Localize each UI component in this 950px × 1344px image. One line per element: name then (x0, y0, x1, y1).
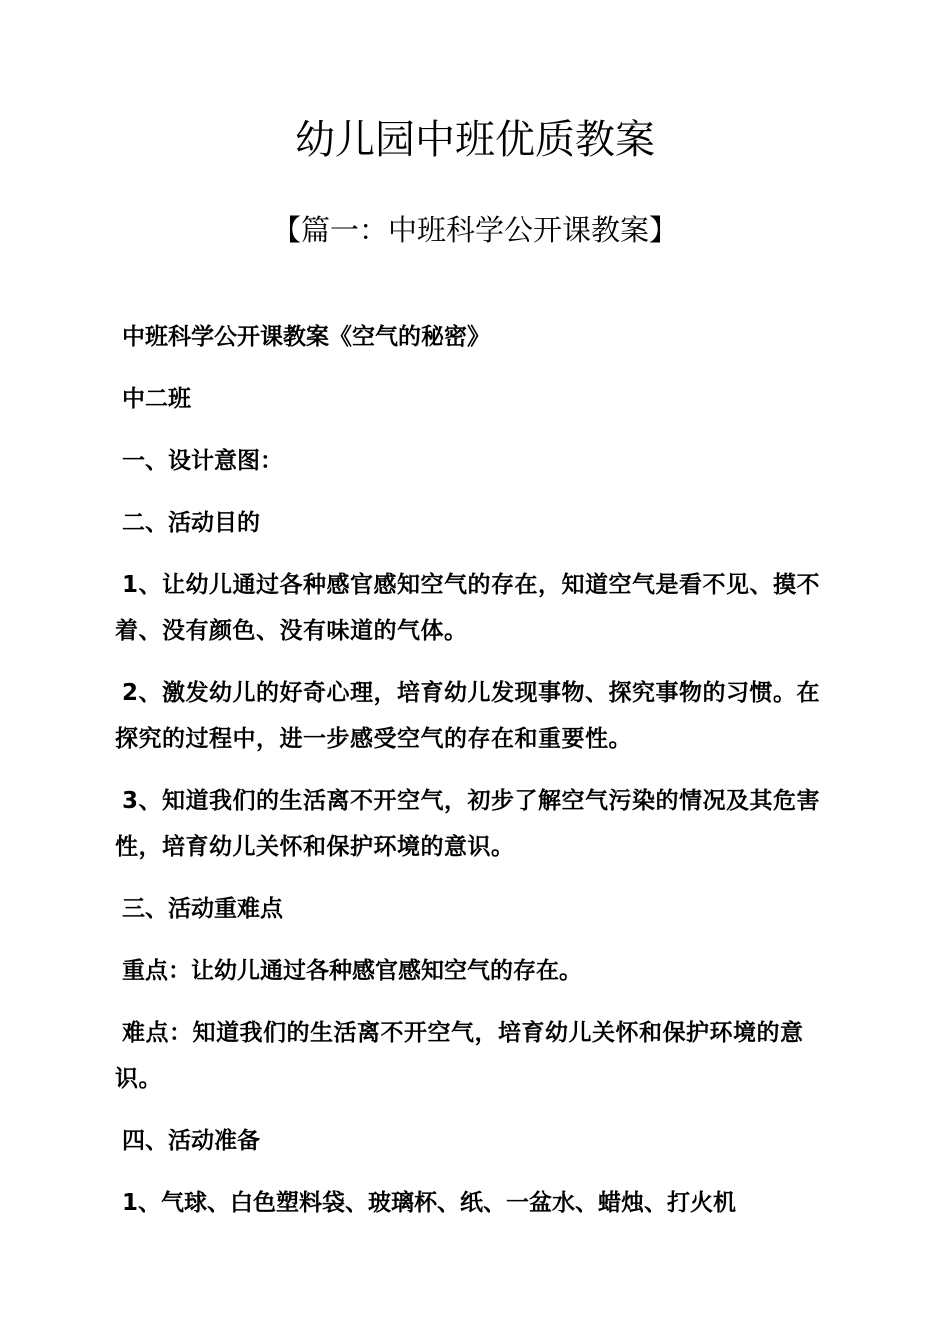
preparation-item-1: 1、气球、白色塑料袋、玻璃杯、纸、一盆水、蜡烛、打火机 (122, 1190, 737, 1216)
goal-item-1: 1、让幼儿通过各种感官感知空气的存在，知道空气是看不见、摸不着、没有颜色、没有味道的气体。 (115, 572, 821, 644)
section-heading-goals: 二、活动目的 (122, 510, 260, 536)
difficulty-point: 难点：知道我们的生活离不开空气，培育幼儿关怀和保护环境的意识。 (115, 1020, 804, 1092)
goal-item-2: 2、激发幼儿的好奇心理，培育幼儿发现事物、探究事物的习惯。在探究的过程中，进一步感受空气的存在和重要性。 (115, 680, 821, 752)
class-name: 中二班 (122, 386, 191, 412)
section-heading-design: 一、设计意图： (122, 448, 283, 474)
key-point: 重点：让幼儿通过各种感官感知空气的存在。 (122, 958, 582, 984)
goal-item-3: 3、知道我们的生活离不开空气，初步了解空气污染的情况及其危害性，培育幼儿关怀和保护环境的意识。 (115, 788, 821, 860)
section-heading-preparation: 四、活动准备 (122, 1128, 260, 1154)
document-body (115, 314, 835, 1226)
document-subtitle: 【篇一：中班科学公开课教案】 (271, 213, 678, 247)
lesson-title: 中班科学公开课教案《空气的秘密》 (122, 324, 490, 350)
document-title: 幼儿园中班优质教案 (295, 117, 655, 163)
section-heading-key-points: 三、活动重难点 (122, 896, 283, 922)
